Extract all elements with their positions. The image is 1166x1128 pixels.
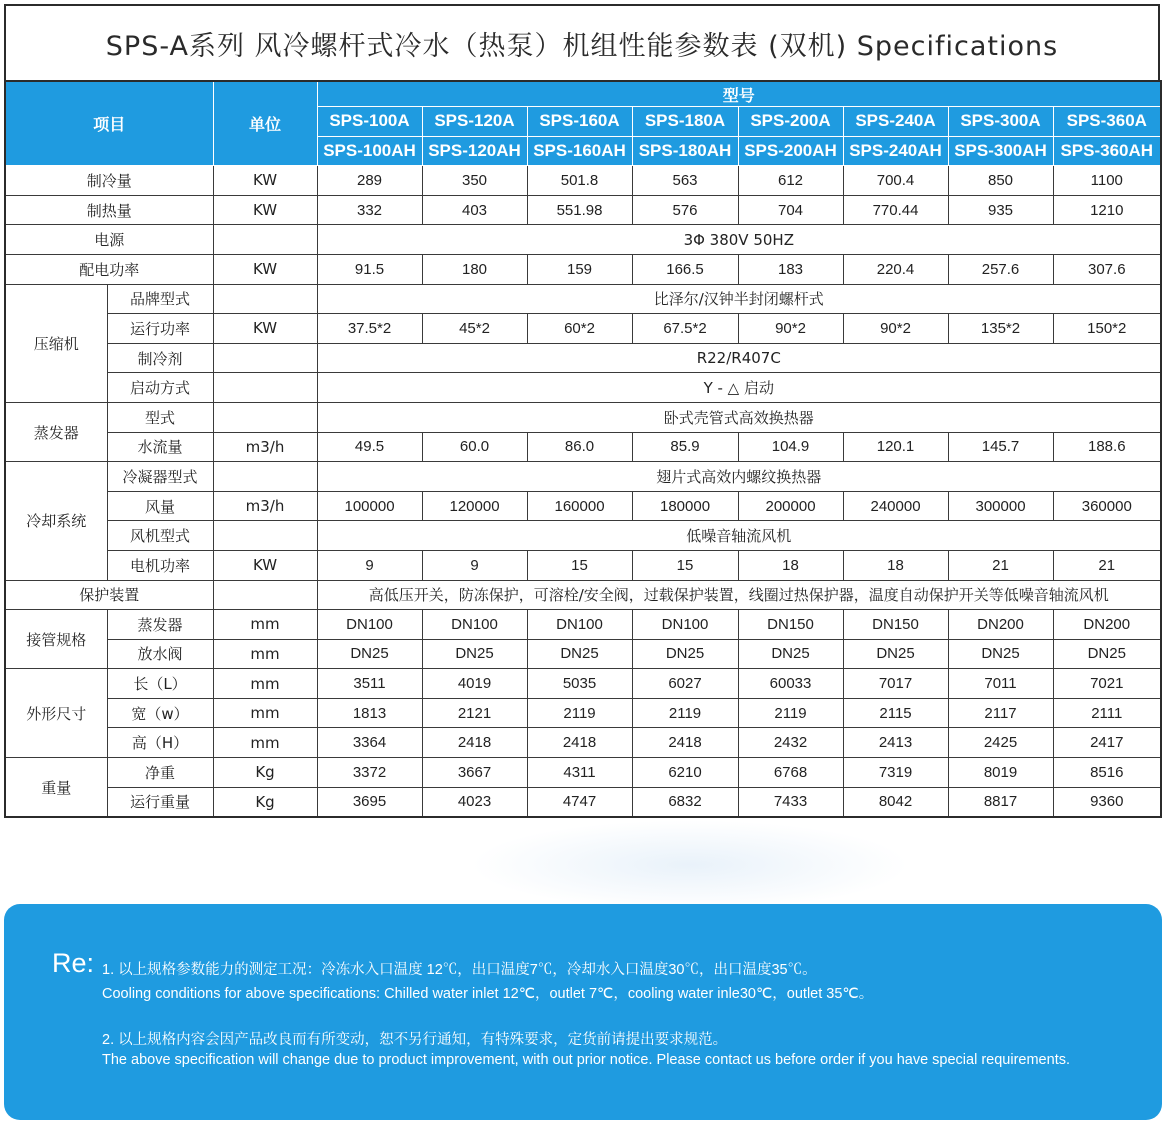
row-label: 型式 [107, 402, 213, 432]
value-cell: 2425 [948, 728, 1053, 758]
row-label: 高（H） [107, 728, 213, 758]
value-cell: 350 [422, 166, 527, 196]
value-cell: DN200 [948, 610, 1053, 640]
note-1-en: Cooling conditions for above specifications: Chilled water inlet 12℃，outlet 7℃，cooling water inle30℃，outlet 35℃。 [102, 986, 874, 1002]
notes-box [4, 904, 1162, 1120]
row-label: 制冷量 [5, 166, 213, 196]
merged-value-cell: R22/R407C [317, 343, 1161, 373]
row-label: 电源 [5, 225, 213, 255]
value-cell: 2413 [843, 728, 948, 758]
value-cell: DN150 [843, 610, 948, 640]
value-cell: 120000 [422, 491, 527, 521]
table-row [5, 254, 1161, 284]
row-label: 宽（w） [107, 698, 213, 728]
value-cell: 563 [632, 166, 738, 196]
model-cell: SPS-240A [843, 107, 948, 137]
value-cell: 180 [422, 254, 527, 284]
table-row [5, 402, 1161, 432]
group-label: 外形尺寸 [5, 669, 107, 758]
value-cell: 1100 [1053, 166, 1161, 196]
value-cell: DN100 [527, 610, 632, 640]
value-cell: DN200 [1053, 610, 1161, 640]
row-label: 长（L） [107, 669, 213, 699]
unit-cell [213, 580, 317, 610]
notes-re-label: Re: [52, 948, 95, 978]
unit-cell [213, 343, 317, 373]
unit-cell [213, 521, 317, 551]
title-box [4, 4, 1160, 80]
map-watermark [470, 820, 910, 910]
table-row [5, 343, 1161, 373]
value-cell: 3364 [317, 728, 422, 758]
header-item: 项目 [5, 81, 213, 166]
value-cell: 9 [317, 550, 422, 580]
value-cell: DN25 [317, 639, 422, 669]
table-row [5, 284, 1161, 314]
value-cell: 49.5 [317, 432, 422, 462]
table-row [5, 521, 1161, 551]
value-cell: 104.9 [738, 432, 843, 462]
table-row [5, 314, 1161, 344]
model-cell: SPS-300AH [948, 136, 1053, 166]
value-cell: 160000 [527, 491, 632, 521]
value-cell: 67.5*2 [632, 314, 738, 344]
value-cell: 551.98 [527, 195, 632, 225]
value-cell: DN100 [317, 610, 422, 640]
table-row [5, 787, 1161, 817]
value-cell: DN150 [738, 610, 843, 640]
value-cell: 2418 [527, 728, 632, 758]
value-cell: 60033 [738, 669, 843, 699]
unit-cell: mm [213, 639, 317, 669]
note-2-cn: 2. 以上规格内容会因产品改良而有所变动，恕不另行通知，有特殊要求，定货前请提出要求规范。 [102, 1032, 728, 1048]
value-cell: DN25 [1053, 639, 1161, 669]
value-cell: 935 [948, 195, 1053, 225]
value-cell: 18 [843, 550, 948, 580]
merged-value-cell: Y - △ 启动 [317, 373, 1161, 403]
row-label: 冷凝器型式 [107, 462, 213, 492]
value-cell: 90*2 [843, 314, 948, 344]
value-cell: 4023 [422, 787, 527, 817]
merged-value-cell: 3Φ 380V 50HZ [317, 225, 1161, 255]
table-row [5, 491, 1161, 521]
table-row [5, 758, 1161, 788]
table-row [5, 550, 1161, 580]
group-label: 接管规格 [5, 610, 107, 669]
value-cell: 4311 [527, 758, 632, 788]
model-cell: SPS-200A [738, 107, 843, 137]
value-cell: 403 [422, 195, 527, 225]
value-cell: 257.6 [948, 254, 1053, 284]
value-cell: 2121 [422, 698, 527, 728]
value-cell: 188.6 [1053, 432, 1161, 462]
unit-cell: mm [213, 698, 317, 728]
value-cell: DN100 [632, 610, 738, 640]
table-row [5, 669, 1161, 699]
group-label: 重量 [5, 758, 107, 818]
value-cell: DN25 [632, 639, 738, 669]
value-cell: DN25 [843, 639, 948, 669]
row-label: 配电功率 [5, 254, 213, 284]
value-cell: 15 [527, 550, 632, 580]
row-label: 风机型式 [107, 521, 213, 551]
value-cell: 1210 [1053, 195, 1161, 225]
header-row-1 [5, 81, 1161, 107]
note-1-cn: 1. 以上规格参数能力的测定工况：冷冻水入口温度 12℃，出口温度7℃，冷却水入口温度30℃，出口温度35℃。 [102, 962, 817, 978]
row-label: 风量 [107, 491, 213, 521]
value-cell: 5035 [527, 669, 632, 699]
row-label: 保护装置 [5, 580, 213, 610]
value-cell: 704 [738, 195, 843, 225]
table-row [5, 432, 1161, 462]
unit-cell: KW [213, 254, 317, 284]
value-cell: DN25 [738, 639, 843, 669]
unit-cell [213, 462, 317, 492]
value-cell: 300000 [948, 491, 1053, 521]
model-cell: SPS-100A [317, 107, 422, 137]
value-cell: 2119 [527, 698, 632, 728]
value-cell: 37.5*2 [317, 314, 422, 344]
value-cell: 180000 [632, 491, 738, 521]
value-cell: 200000 [738, 491, 843, 521]
value-cell: 90*2 [738, 314, 843, 344]
value-cell: 45*2 [422, 314, 527, 344]
value-cell: DN100 [422, 610, 527, 640]
row-label: 制热量 [5, 195, 213, 225]
table-row [5, 639, 1161, 669]
table-body [5, 81, 1161, 817]
value-cell: 3511 [317, 669, 422, 699]
value-cell: 8817 [948, 787, 1053, 817]
value-cell: 2117 [948, 698, 1053, 728]
row-label: 制冷剂 [107, 343, 213, 373]
row-label: 净重 [107, 758, 213, 788]
row-label: 运行重量 [107, 787, 213, 817]
model-cell: SPS-200AH [738, 136, 843, 166]
value-cell: 6832 [632, 787, 738, 817]
value-cell: 6768 [738, 758, 843, 788]
model-cell: SPS-360A [1053, 107, 1161, 137]
value-cell: 332 [317, 195, 422, 225]
unit-cell: Kg [213, 787, 317, 817]
note-2-en: The above specification will change due to product improvement, with out prior notice. Please contact us before order if you have special requirements. [102, 1052, 1070, 1068]
unit-cell: m3/h [213, 491, 317, 521]
unit-cell: mm [213, 669, 317, 699]
value-cell: 240000 [843, 491, 948, 521]
model-cell: SPS-240AH [843, 136, 948, 166]
value-cell: 2432 [738, 728, 843, 758]
value-cell: 7433 [738, 787, 843, 817]
value-cell: 8019 [948, 758, 1053, 788]
row-label: 电机功率 [107, 550, 213, 580]
value-cell: 60.0 [422, 432, 527, 462]
row-label: 水流量 [107, 432, 213, 462]
unit-cell: m3/h [213, 432, 317, 462]
value-cell: 4747 [527, 787, 632, 817]
value-cell: 360000 [1053, 491, 1161, 521]
model-cell: SPS-100AH [317, 136, 422, 166]
unit-cell: mm [213, 610, 317, 640]
value-cell: 307.6 [1053, 254, 1161, 284]
model-cell: SPS-360AH [1053, 136, 1161, 166]
merged-value-cell: 翅片式高效内螺纹换热器 [317, 462, 1161, 492]
value-cell: 7017 [843, 669, 948, 699]
value-cell: 4019 [422, 669, 527, 699]
value-cell: DN25 [948, 639, 1053, 669]
unit-cell: KW [213, 195, 317, 225]
table-row [5, 373, 1161, 403]
value-cell: 100000 [317, 491, 422, 521]
header-unit: 单位 [213, 81, 317, 166]
value-cell: 850 [948, 166, 1053, 196]
value-cell: 159 [527, 254, 632, 284]
value-cell: 8516 [1053, 758, 1161, 788]
unit-cell [213, 402, 317, 432]
table-row [5, 225, 1161, 255]
value-cell: 770.44 [843, 195, 948, 225]
value-cell: 3667 [422, 758, 527, 788]
row-label: 品牌型式 [107, 284, 213, 314]
value-cell: 700.4 [843, 166, 948, 196]
unit-cell: Kg [213, 758, 317, 788]
unit-cell: KW [213, 166, 317, 196]
unit-cell [213, 373, 317, 403]
value-cell: 183 [738, 254, 843, 284]
table-row [5, 195, 1161, 225]
value-cell: 166.5 [632, 254, 738, 284]
model-cell: SPS-180A [632, 107, 738, 137]
group-label: 蒸发器 [5, 402, 107, 461]
value-cell: 2111 [1053, 698, 1161, 728]
value-cell: 21 [948, 550, 1053, 580]
header-model: 型号 [317, 81, 1161, 107]
value-cell: 2418 [632, 728, 738, 758]
model-cell: SPS-300A [948, 107, 1053, 137]
value-cell: 60*2 [527, 314, 632, 344]
value-cell: 3372 [317, 758, 422, 788]
group-label: 压缩机 [5, 284, 107, 402]
value-cell: 289 [317, 166, 422, 196]
model-cell: SPS-160A [527, 107, 632, 137]
table-row [5, 698, 1161, 728]
value-cell: 3695 [317, 787, 422, 817]
unit-cell: KW [213, 314, 317, 344]
table-row [5, 166, 1161, 196]
row-label: 运行功率 [107, 314, 213, 344]
merged-value-cell: 比泽尔/汉钟半封闭螺杆式 [317, 284, 1161, 314]
value-cell: 85.9 [632, 432, 738, 462]
value-cell: 15 [632, 550, 738, 580]
row-label: 蒸发器 [107, 610, 213, 640]
value-cell: 120.1 [843, 432, 948, 462]
model-cell: SPS-160AH [527, 136, 632, 166]
value-cell: DN25 [422, 639, 527, 669]
value-cell: 612 [738, 166, 843, 196]
value-cell: 6027 [632, 669, 738, 699]
unit-cell [213, 284, 317, 314]
value-cell: 9 [422, 550, 527, 580]
model-cell: SPS-120AH [422, 136, 527, 166]
table-row [5, 728, 1161, 758]
value-cell: 86.0 [527, 432, 632, 462]
value-cell: 2418 [422, 728, 527, 758]
value-cell: 1813 [317, 698, 422, 728]
value-cell: 7021 [1053, 669, 1161, 699]
unit-cell [213, 225, 317, 255]
value-cell: 7319 [843, 758, 948, 788]
value-cell: 91.5 [317, 254, 422, 284]
value-cell: DN25 [527, 639, 632, 669]
value-cell: 150*2 [1053, 314, 1161, 344]
merged-value-cell: 卧式壳管式高效换热器 [317, 402, 1161, 432]
value-cell: 145.7 [948, 432, 1053, 462]
model-cell: SPS-120A [422, 107, 527, 137]
value-cell: 18 [738, 550, 843, 580]
value-cell: 6210 [632, 758, 738, 788]
value-cell: 9360 [1053, 787, 1161, 817]
value-cell: 21 [1053, 550, 1161, 580]
value-cell: 576 [632, 195, 738, 225]
unit-cell: mm [213, 728, 317, 758]
row-label: 放水阀 [107, 639, 213, 669]
merged-value-cell: 高低压开关，防冻保护，可溶栓/安全阀，过载保护装置，线圈过热保护器，温度自动保护开关等低噪音轴流风机 [317, 580, 1161, 610]
row-label: 启动方式 [107, 373, 213, 403]
value-cell: 2115 [843, 698, 948, 728]
merged-value-cell: 低噪音轴流风机 [317, 521, 1161, 551]
value-cell: 220.4 [843, 254, 948, 284]
table-row [5, 610, 1161, 640]
unit-cell: KW [213, 550, 317, 580]
group-label: 冷却系统 [5, 462, 107, 580]
table-row [5, 580, 1161, 610]
page-title: SPS-A系列 风冷螺杆式冷水（热泵）机组性能参数表 (双机) Specifications [105, 30, 1059, 62]
value-cell: 2417 [1053, 728, 1161, 758]
value-cell: 135*2 [948, 314, 1053, 344]
model-cell: SPS-180AH [632, 136, 738, 166]
table-row [5, 462, 1161, 492]
value-cell: 8042 [843, 787, 948, 817]
value-cell: 7011 [948, 669, 1053, 699]
value-cell: 501.8 [527, 166, 632, 196]
value-cell: 2119 [632, 698, 738, 728]
spec-table [4, 80, 1162, 818]
value-cell: 2119 [738, 698, 843, 728]
